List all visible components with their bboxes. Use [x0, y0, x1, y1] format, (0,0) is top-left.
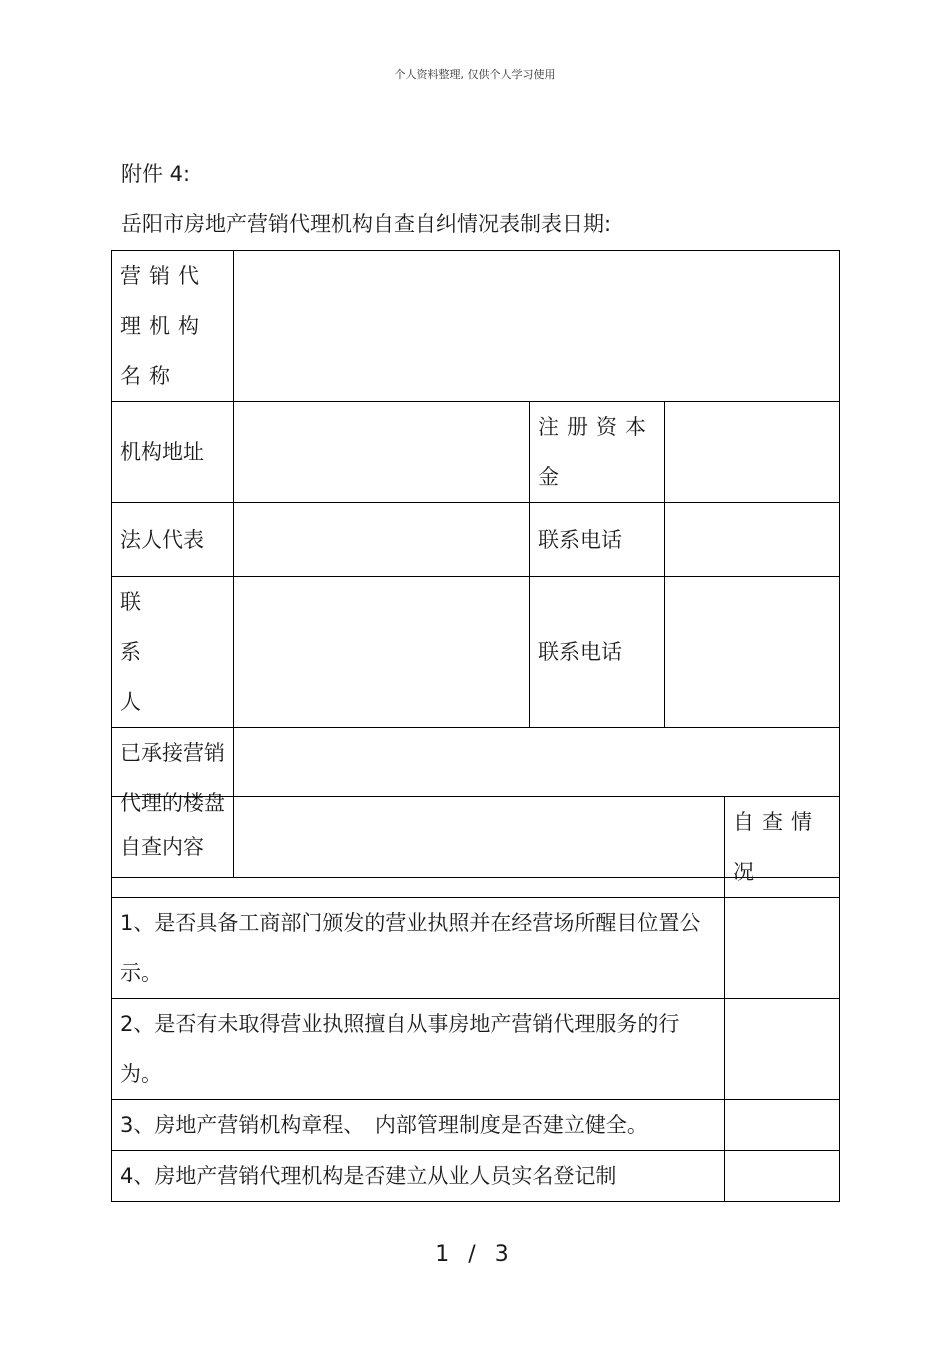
- agency-info-table: [111, 250, 840, 878]
- check-header-row: [112, 797, 840, 898]
- status-header: 自查情况: [725, 797, 840, 898]
- registered-capital-value[interactable]: [665, 402, 840, 503]
- check-item-row: [112, 1100, 840, 1151]
- self-check-table: [111, 796, 840, 1202]
- contact-person-value[interactable]: [234, 577, 530, 728]
- page-number: 1 / 3: [435, 1242, 515, 1267]
- check-item-status[interactable]: [725, 1100, 840, 1151]
- legal-rep-value[interactable]: [234, 503, 530, 577]
- header-note: 个人资料整理, 仅供个人学习使用: [394, 68, 556, 81]
- phone-value-1[interactable]: [665, 503, 840, 577]
- content-header: 自查内容: [112, 797, 725, 898]
- legal-rep-label: 法人代表: [112, 503, 234, 577]
- projects-label: 已承接营销代理的楼盘: [112, 728, 234, 878]
- agency-name-row: [112, 251, 840, 402]
- agency-name-value[interactable]: [234, 251, 840, 402]
- phone-value-2[interactable]: [665, 577, 840, 728]
- phone-label-2: 联系电话: [530, 577, 665, 728]
- check-item-row: [112, 898, 840, 999]
- check-item-status[interactable]: [725, 898, 840, 999]
- contact-person-row: [112, 577, 840, 728]
- document-title: 岳阳市房地产营销代理机构自查自纠情况表制表日期:: [121, 212, 612, 236]
- attachment-label: 附件 4:: [121, 162, 191, 186]
- check-item-row: [112, 1151, 840, 1202]
- address-label: 机构地址: [112, 402, 234, 503]
- check-item-text: 1、是否具备工商部门颁发的营业执照并在经营场所醒目位置公示。: [112, 898, 725, 999]
- legal-rep-row: [112, 503, 840, 577]
- address-value[interactable]: [234, 402, 530, 503]
- check-item-text: 2、是否有未取得营业执照擅自从事房地产营销代理服务的行为。: [112, 999, 725, 1100]
- agency-name-label: 营销代理机构名称: [112, 251, 234, 402]
- address-row: [112, 402, 840, 503]
- check-item-status[interactable]: [725, 1151, 840, 1202]
- registered-capital-label: 注册资本金: [530, 402, 665, 503]
- phone-label-1: 联系电话: [530, 503, 665, 577]
- check-item-row: [112, 999, 840, 1100]
- check-item-status[interactable]: [725, 999, 840, 1100]
- check-item-text: 4、房地产营销代理机构是否建立从业人员实名登记制: [112, 1151, 725, 1202]
- check-item-text: 3、房地产营销机构章程、 内部管理制度是否建立健全。: [112, 1100, 725, 1151]
- contact-person-label: 联 系 人: [112, 577, 234, 728]
